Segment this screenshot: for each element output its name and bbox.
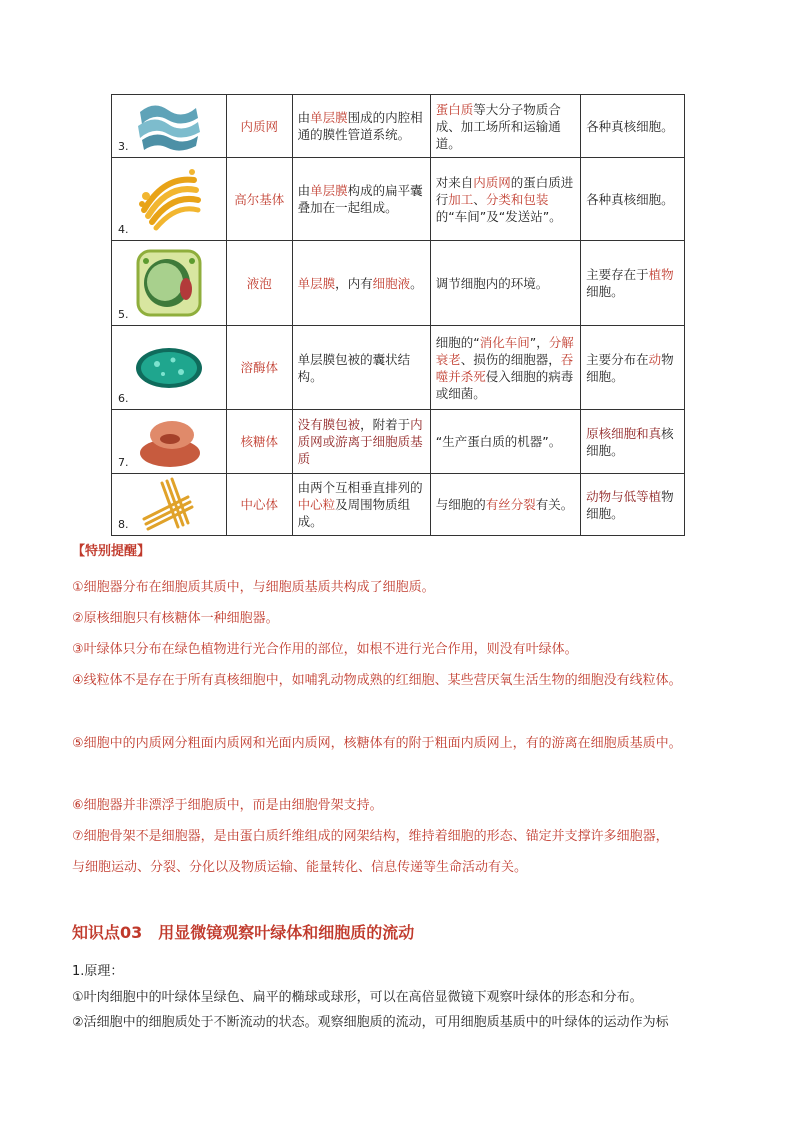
golgi-image	[134, 166, 204, 232]
text-segment: 蛋白质	[435, 101, 474, 117]
table-row	[112, 241, 685, 326]
organelle-function	[430, 95, 580, 158]
organelle-distribution	[581, 410, 685, 474]
text-segment: 内质网	[473, 174, 511, 190]
organelle-distribution	[581, 241, 685, 326]
text-segment: 与细胞的	[435, 497, 486, 512]
ribosome-image	[134, 413, 204, 471]
organelle-image-cell	[112, 326, 227, 410]
text-segment: 、	[473, 191, 486, 207]
organelle-structure	[292, 241, 430, 326]
text-segment: 内质网或游离于细胞质基质	[297, 417, 423, 466]
organelle-function	[430, 474, 580, 536]
principle-line-2: ②活细胞中的细胞质处于不断流动的状态。观察细胞质的流动，可用细胞质基质中的叶绿体的运动作为标	[72, 1015, 669, 1030]
table-row	[112, 326, 685, 410]
tip-5: ⑤细胞中的内质网分粗面内质网和光面内质网，核糖体有的附于粗面内质网上，有的游离在细胞质基质中。	[72, 736, 682, 751]
organelle-structure	[292, 410, 430, 474]
organelle-name: 液泡	[227, 241, 293, 326]
text-segment: 动物与低等植	[586, 488, 662, 504]
organelle-distribution	[581, 95, 685, 158]
er-image	[134, 98, 204, 154]
text-segment: 分类和包装	[485, 191, 549, 207]
text-segment: 由	[297, 110, 311, 125]
organelle-distribution	[581, 158, 685, 241]
table-row	[112, 410, 685, 474]
text-segment: 的蛋白质进行	[435, 174, 574, 207]
organelle-function	[430, 241, 580, 326]
organelle-image-cell	[112, 474, 227, 536]
lysosome-image	[133, 344, 205, 392]
text-segment: 加工	[448, 191, 474, 207]
text-segment: 吞噬并杀死	[435, 351, 574, 384]
text-segment: 的“车间”及“发送站”。	[435, 208, 562, 224]
text-segment: 各种真核细胞。	[586, 118, 674, 134]
text-segment: 及周围物质组成。	[297, 497, 411, 529]
text-segment: 等大分子物质合成、加工场所和运输通道。	[435, 101, 561, 151]
text-segment: 构成的扁平囊叠加在一起组成。	[297, 183, 423, 215]
tip-7-continued: 与细胞运动、分裂、分化以及物质运输、能量转化、信息传递等生命活动有关。	[72, 860, 528, 875]
tip-6: ⑥细胞器并非漂浮于细胞质中，而是由细胞骨架支持。	[72, 798, 383, 813]
table-row	[112, 158, 685, 241]
text-segment: 细胞液	[372, 275, 411, 291]
text-segment: 调节细胞内的环境。	[435, 275, 549, 291]
organelle-name: 高尔基体	[227, 158, 293, 241]
text-segment: 分解衰老	[435, 334, 574, 367]
row-number: 7.	[118, 456, 129, 469]
organelle-structure	[292, 158, 430, 241]
centrosome-image	[136, 477, 202, 533]
row-number: 8.	[118, 518, 129, 531]
organelle-distribution	[581, 326, 685, 410]
text-segment: 中心粒	[297, 497, 336, 512]
table-row	[112, 95, 685, 158]
text-segment: 、损伤的细胞器，	[460, 351, 561, 367]
organelle-image-cell	[112, 95, 227, 158]
text-segment: 消化车间	[479, 334, 530, 350]
organelle-distribution	[581, 474, 685, 536]
section-heading: 知识点03 用显微镜观察叶绿体和细胞质的流动	[72, 923, 415, 942]
organelle-name: 内质网	[227, 95, 293, 158]
text-segment: 各种真核细胞。	[586, 191, 674, 207]
principle-line-1: ①叶肉细胞中的叶绿体呈绿色、扁平的椭球或球形，可以在高倍显微镜下观察叶绿体的形态和分布。	[72, 990, 643, 1005]
tips-title: 【特别提醒】	[72, 544, 151, 559]
organelle-image-cell	[112, 241, 227, 326]
text-segment: 植物	[648, 267, 674, 282]
organelle-name: 中心体	[227, 474, 293, 536]
vacuole-image	[134, 247, 204, 319]
text-segment: 原核细胞和真	[586, 425, 662, 441]
organelle-name: 核糖体	[227, 410, 293, 474]
text-segment: 细胞的“	[435, 334, 480, 350]
row-number: 4.	[118, 223, 129, 236]
text-segment: 主要存在于	[586, 267, 649, 282]
row-number: 6.	[118, 392, 129, 405]
text-segment: ，内有	[335, 275, 373, 291]
tip-4: ④线粒体不是存在于所有真核细胞中，如哺乳动物成熟的红细胞、某些营厌氧生活生物的细胞没有线粒体。	[72, 673, 682, 688]
organelle-function	[430, 410, 580, 474]
text-segment: 单层膜包被的囊状结构。	[297, 351, 411, 384]
text-segment: 。	[410, 275, 423, 291]
text-segment: 侵入细胞的病毒或细菌。	[435, 368, 574, 401]
tip-3: ③叶绿体只分布在绿色植物进行光合作用的部位，如根不进行光合作用，则没有叶绿体。	[72, 642, 578, 657]
organelle-structure	[292, 326, 430, 410]
organelle-function	[430, 158, 580, 241]
text-segment: “生产蛋白质的机器”。	[435, 434, 562, 449]
text-segment: 围成的内腔相通的膜性管道系统。	[297, 110, 423, 142]
organelle-image-cell	[112, 158, 227, 241]
row-number: 3.	[118, 140, 129, 153]
organelle-structure	[292, 474, 430, 536]
text-segment: 单层膜	[310, 183, 348, 198]
text-segment: 细胞。	[586, 284, 624, 299]
text-segment: 没有膜包被	[297, 417, 361, 432]
organelle-name: 溶酶体	[227, 326, 293, 410]
text-segment: ，附着于	[360, 417, 411, 432]
table-row	[112, 474, 685, 536]
tip-1: ①细胞器分布在细胞质其质中，与细胞质基质共构成了细胞质。	[72, 580, 435, 595]
organelle-image-cell	[112, 410, 227, 474]
text-segment: ”，	[529, 334, 549, 350]
text-segment: 由两个互相垂直排列的	[297, 480, 423, 495]
text-segment: 对来自	[435, 174, 474, 190]
text-segment: 物细胞。	[586, 351, 674, 384]
row-number: 5.	[118, 308, 129, 321]
organelle-function	[430, 326, 580, 410]
tip-7: ⑦细胞骨架不是细胞器，是由蛋白质纤维组成的网架结构，维持着细胞的形态、锚定并支撑许多细胞器，	[72, 829, 669, 844]
text-segment: 单层膜	[297, 275, 336, 291]
text-segment: 物细胞。	[586, 488, 674, 521]
principle-label: 1.原理：	[72, 964, 124, 979]
text-segment: 由	[297, 183, 311, 198]
text-segment: 单层膜	[310, 110, 348, 125]
text-segment: 动	[648, 351, 662, 367]
text-segment: 有关。	[535, 497, 574, 512]
organelle-structure	[292, 95, 430, 158]
text-segment: 有丝分裂	[485, 497, 536, 512]
tip-2: ②原核细胞只有核糖体一种细胞器。	[72, 611, 279, 626]
organelle-table	[111, 94, 685, 536]
text-segment: 主要分布在	[586, 351, 649, 367]
text-segment: 核细胞。	[586, 425, 674, 458]
